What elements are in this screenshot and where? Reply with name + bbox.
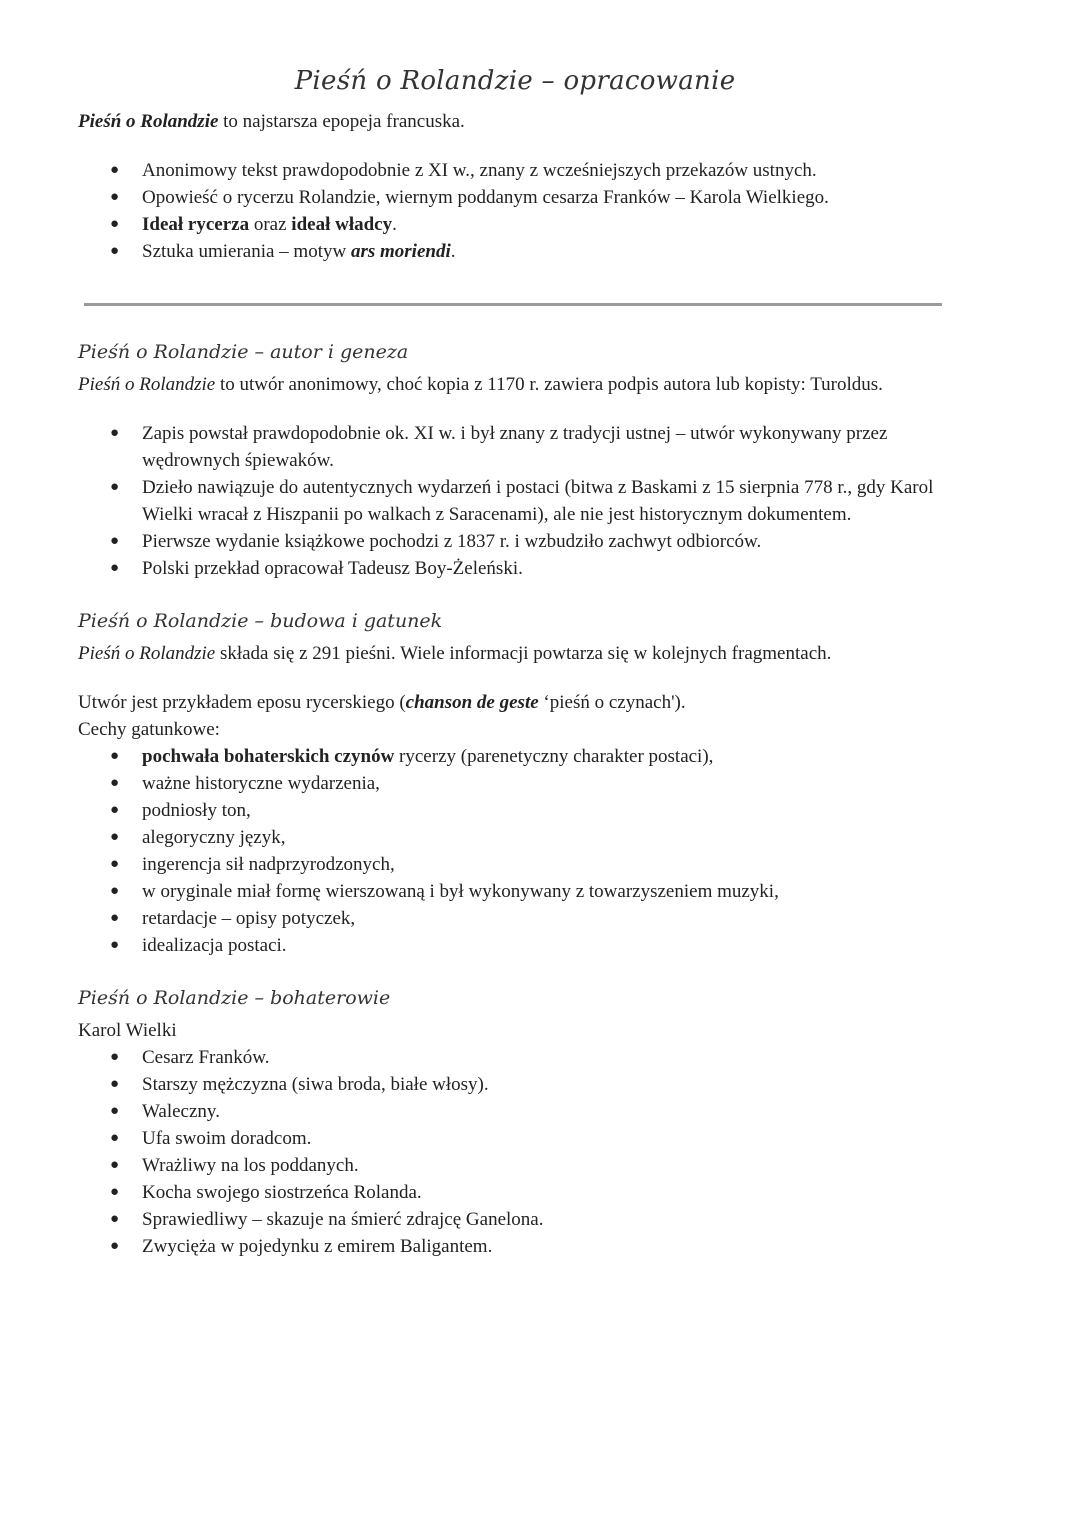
character-name: Karol Wielki (78, 1020, 177, 1041)
intro-title-ref: Pieśń o Rolandzie (78, 111, 219, 132)
list-item: ● Sztuka umierania – motyw ars moriendi. (110, 238, 829, 265)
list-item: ● Sprawiedliwy – skazuje na śmierć zdrajcę Ganelona. (110, 1206, 543, 1233)
bullet-icon: ● (110, 216, 120, 232)
bullet-icon: ● (110, 560, 120, 576)
list-item: ● Zwycięża w pojedynku z emirem Baligantem. (110, 1233, 543, 1260)
bullet-icon: ● (110, 189, 120, 205)
list-item: ● ingerencja sił nadprzyrodzonych, (110, 851, 779, 878)
page-title: Pieśń o Rolandzie – opracowanie (294, 66, 736, 96)
cechy-label: Cechy gatunkowe: (78, 719, 220, 740)
autor-bullet-list (110, 420, 982, 582)
list-item: ● Wrażliwy na los poddanych. (110, 1152, 543, 1179)
horizontal-divider (84, 303, 942, 306)
bullet-icon: ● (110, 802, 120, 818)
epos-line: Utwór jest przykładem eposu rycerskiego (chanson de geste ‘pieśń o czynach'). (78, 692, 686, 713)
bullet-icon: ● (110, 856, 120, 872)
list-item: ● Starszy mężczyzna (siwa broda, białe włosy). (110, 1071, 543, 1098)
bohaterowie-bullet-list (110, 1044, 543, 1260)
bullet-icon: ● (110, 1211, 120, 1227)
bullet-icon: ● (110, 162, 120, 178)
list-item: ● Kocha swojego siostrzeńca Rolanda. (110, 1179, 543, 1206)
bullet-icon: ● (110, 1049, 120, 1065)
list-item: ● Opowieść o rycerzu Rolandzie, wiernym poddanym cesarza Franków – Karola Wielkiego. (110, 184, 829, 211)
bullet-icon: ● (110, 1130, 120, 1146)
bullet-icon: ● (110, 1103, 120, 1119)
bullet-icon: ● (110, 937, 120, 953)
bullet-icon: ● (110, 775, 120, 791)
list-item: ● Anonimowy tekst prawdopodobnie z XI w., znany z wcześniejszych przekazów ustnych. (110, 157, 829, 184)
bullet-icon: ● (110, 829, 120, 845)
intro-line (78, 108, 465, 135)
bullet-icon: ● (110, 883, 120, 899)
bullet-icon: ● (110, 533, 120, 549)
list-item: ● idealizacja postaci. (110, 932, 779, 959)
bullet-icon: ● (110, 1238, 120, 1254)
list-item: ● Ideał rycerza oraz ideał władcy. (110, 211, 829, 238)
bullet-icon: ● (110, 1157, 120, 1173)
list-item: ● podniosły ton, (110, 797, 779, 824)
list-item: ● alegoryczny język, (110, 824, 779, 851)
intro-text: to najstarsza epopeja francuska. (218, 111, 465, 132)
section-heading-budowa: Pieśń o Rolandzie – budowa i gatunek (78, 610, 443, 632)
list-item: ● Cesarz Franków. (110, 1044, 543, 1071)
list-item: ● w oryginale miał formę wierszowaną i był wykonywany z towarzyszeniem muzyki, (110, 878, 779, 905)
bullet-icon: ● (110, 1184, 120, 1200)
budowa-intro: Pieśń o Rolandzie składa się z 291 pieśni. Wiele informacji powtarza się w kolejnych fragmentach. (78, 643, 832, 664)
list-item: ● retardacje – opisy potyczek, (110, 905, 779, 932)
autor-intro: Pieśń o Rolandzie to utwór anonimowy, choć kopia z 1170 r. zawiera podpis autora lub kopisty: Turoldus. (78, 374, 883, 395)
intro-bullet-list (110, 157, 829, 265)
cechy-bullet-list (110, 743, 779, 959)
section-heading-bohaterowie: Pieśń o Rolandzie – bohaterowie (78, 987, 391, 1009)
bullet-icon: ● (110, 910, 120, 926)
list-item: ● pochwała bohaterskich czynów rycerzy (parenetyczny charakter postaci), (110, 743, 779, 770)
bullet-icon: ● (110, 479, 120, 495)
list-item: ● Dzieło nawiązuje do autentycznych wydarzeń i postaci (bitwa z Baskami z 15 sierpnia 778 r., gdy Karol Wielki wracał z Hiszpanii po walkach z Saracenami), ale nie jest historycznym dokumentem. (110, 474, 982, 528)
list-item: ● Zapis powstał prawdopodobnie ok. XI w. i był znany z tradycji ustnej – utwór wykonywany przez wędrownych śpiewaków. (110, 420, 942, 474)
list-item: ● Waleczny. (110, 1098, 543, 1125)
bullet-icon: ● (110, 748, 120, 764)
bullet-icon: ● (110, 243, 120, 259)
list-item: ● Polski przekład opracował Tadeusz Boy-Żeleński. (110, 555, 982, 582)
bullet-icon: ● (110, 425, 120, 441)
list-item: ● ważne historyczne wydarzenia, (110, 770, 779, 797)
bullet-icon: ● (110, 1076, 120, 1092)
list-item: ● Pierwsze wydanie książkowe pochodzi z 1837 r. i wzbudziło zachwyt odbiorców. (110, 528, 982, 555)
section-heading-autor: Pieśń o Rolandzie – autor i geneza (78, 341, 409, 363)
list-item: ● Ufa swoim doradcom. (110, 1125, 543, 1152)
